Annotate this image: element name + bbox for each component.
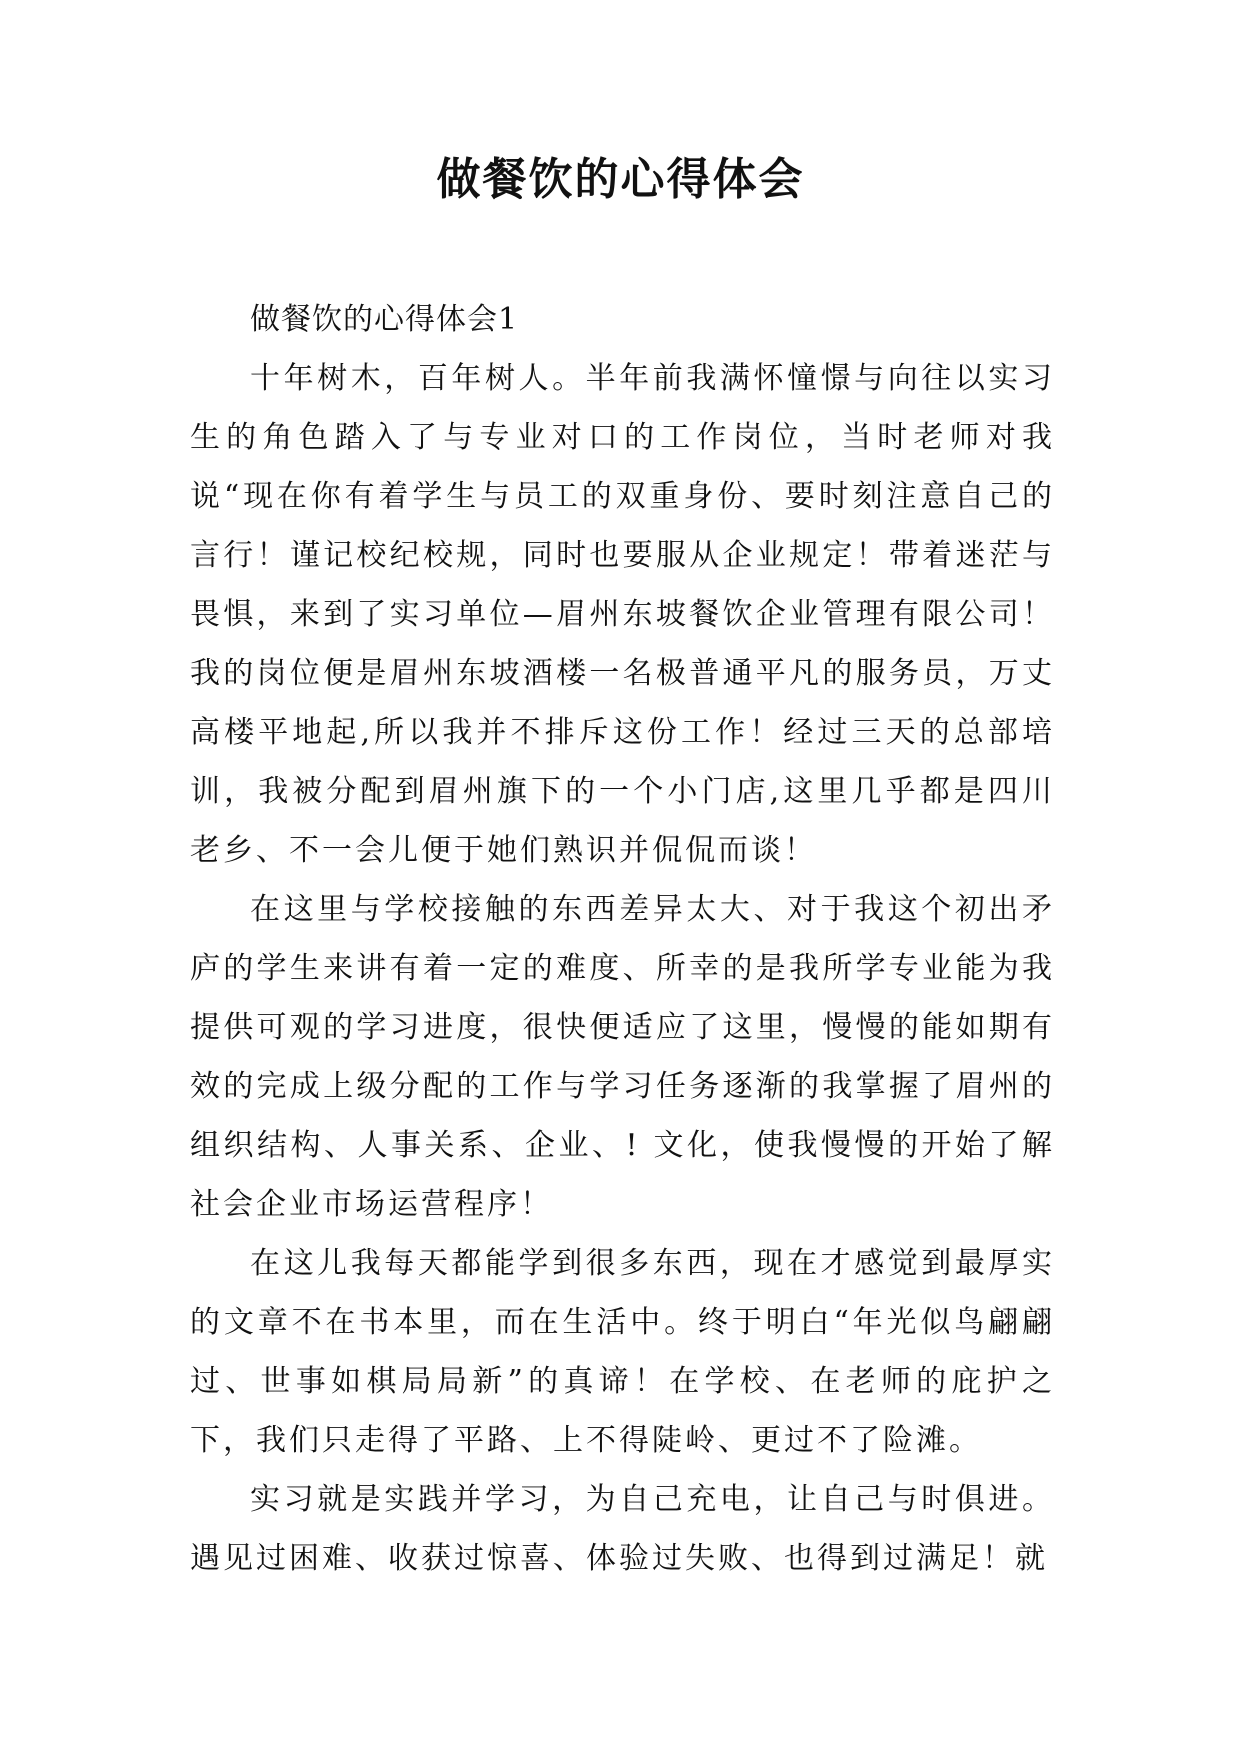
- body-paragraph: 十年树木，百年树人。半年前我满怀憧憬与向往以实习生的角色踏入了与专业对口的工作岗位，当时老师对我说“现在你有着学生与员工的双重身份、要时刻注意自己的言行！谨记校纪校规，同时也要服从企业规定！带着迷茫与畏惧，来到了实习单位—眉州东坡餐饮企业管理有限公司！我的岗位便是眉州东坡酒楼一名极普通平凡的服务员，万丈高楼平地起,所以我并不排斥这份工作！经过三天的总部培训，我被分配到眉州旗下的一个小门店,这里几乎都是四川老乡、不一会儿便于她们熟识并侃侃而谈！: [190, 361, 1055, 868]
- section-heading: 做餐饮的心得体会1: [250, 302, 519, 337]
- body-paragraph: 在这儿我每天都能学到很多东西，现在才感觉到最厚实的文章不在书本里，而在生活中。终于明白“年光似鸟翩翩过、世事如棋局局新”的真谛！在学校、在老师的庇护之下，我们只走得了平路、上不得陡岭、更过不了险滩。: [190, 1246, 1055, 1458]
- body-paragraph: 实习就是实践并学习，为自己充电，让自己与时俱进。遇见过困难、收获过惊喜、体验过失败、也得到过满足！就: [190, 1482, 1055, 1576]
- document-title: 做餐饮的心得体会: [436, 154, 805, 205]
- body-paragraph: 在这里与学校接触的东西差异太大、对于我这个初出矛庐的学生来讲有着一定的难度、所幸的是我所学专业能为我提供可观的学习进度，很快便适应了这里，慢慢的能如期有效的完成上级分配的工作与学习任务逐渐的我掌握了眉州的组织结构、人事关系、企业、! 文化，使我慢慢的开始了解社会企业市场运营程序！: [190, 892, 1055, 1222]
- document-body: [190, 290, 1055, 1588]
